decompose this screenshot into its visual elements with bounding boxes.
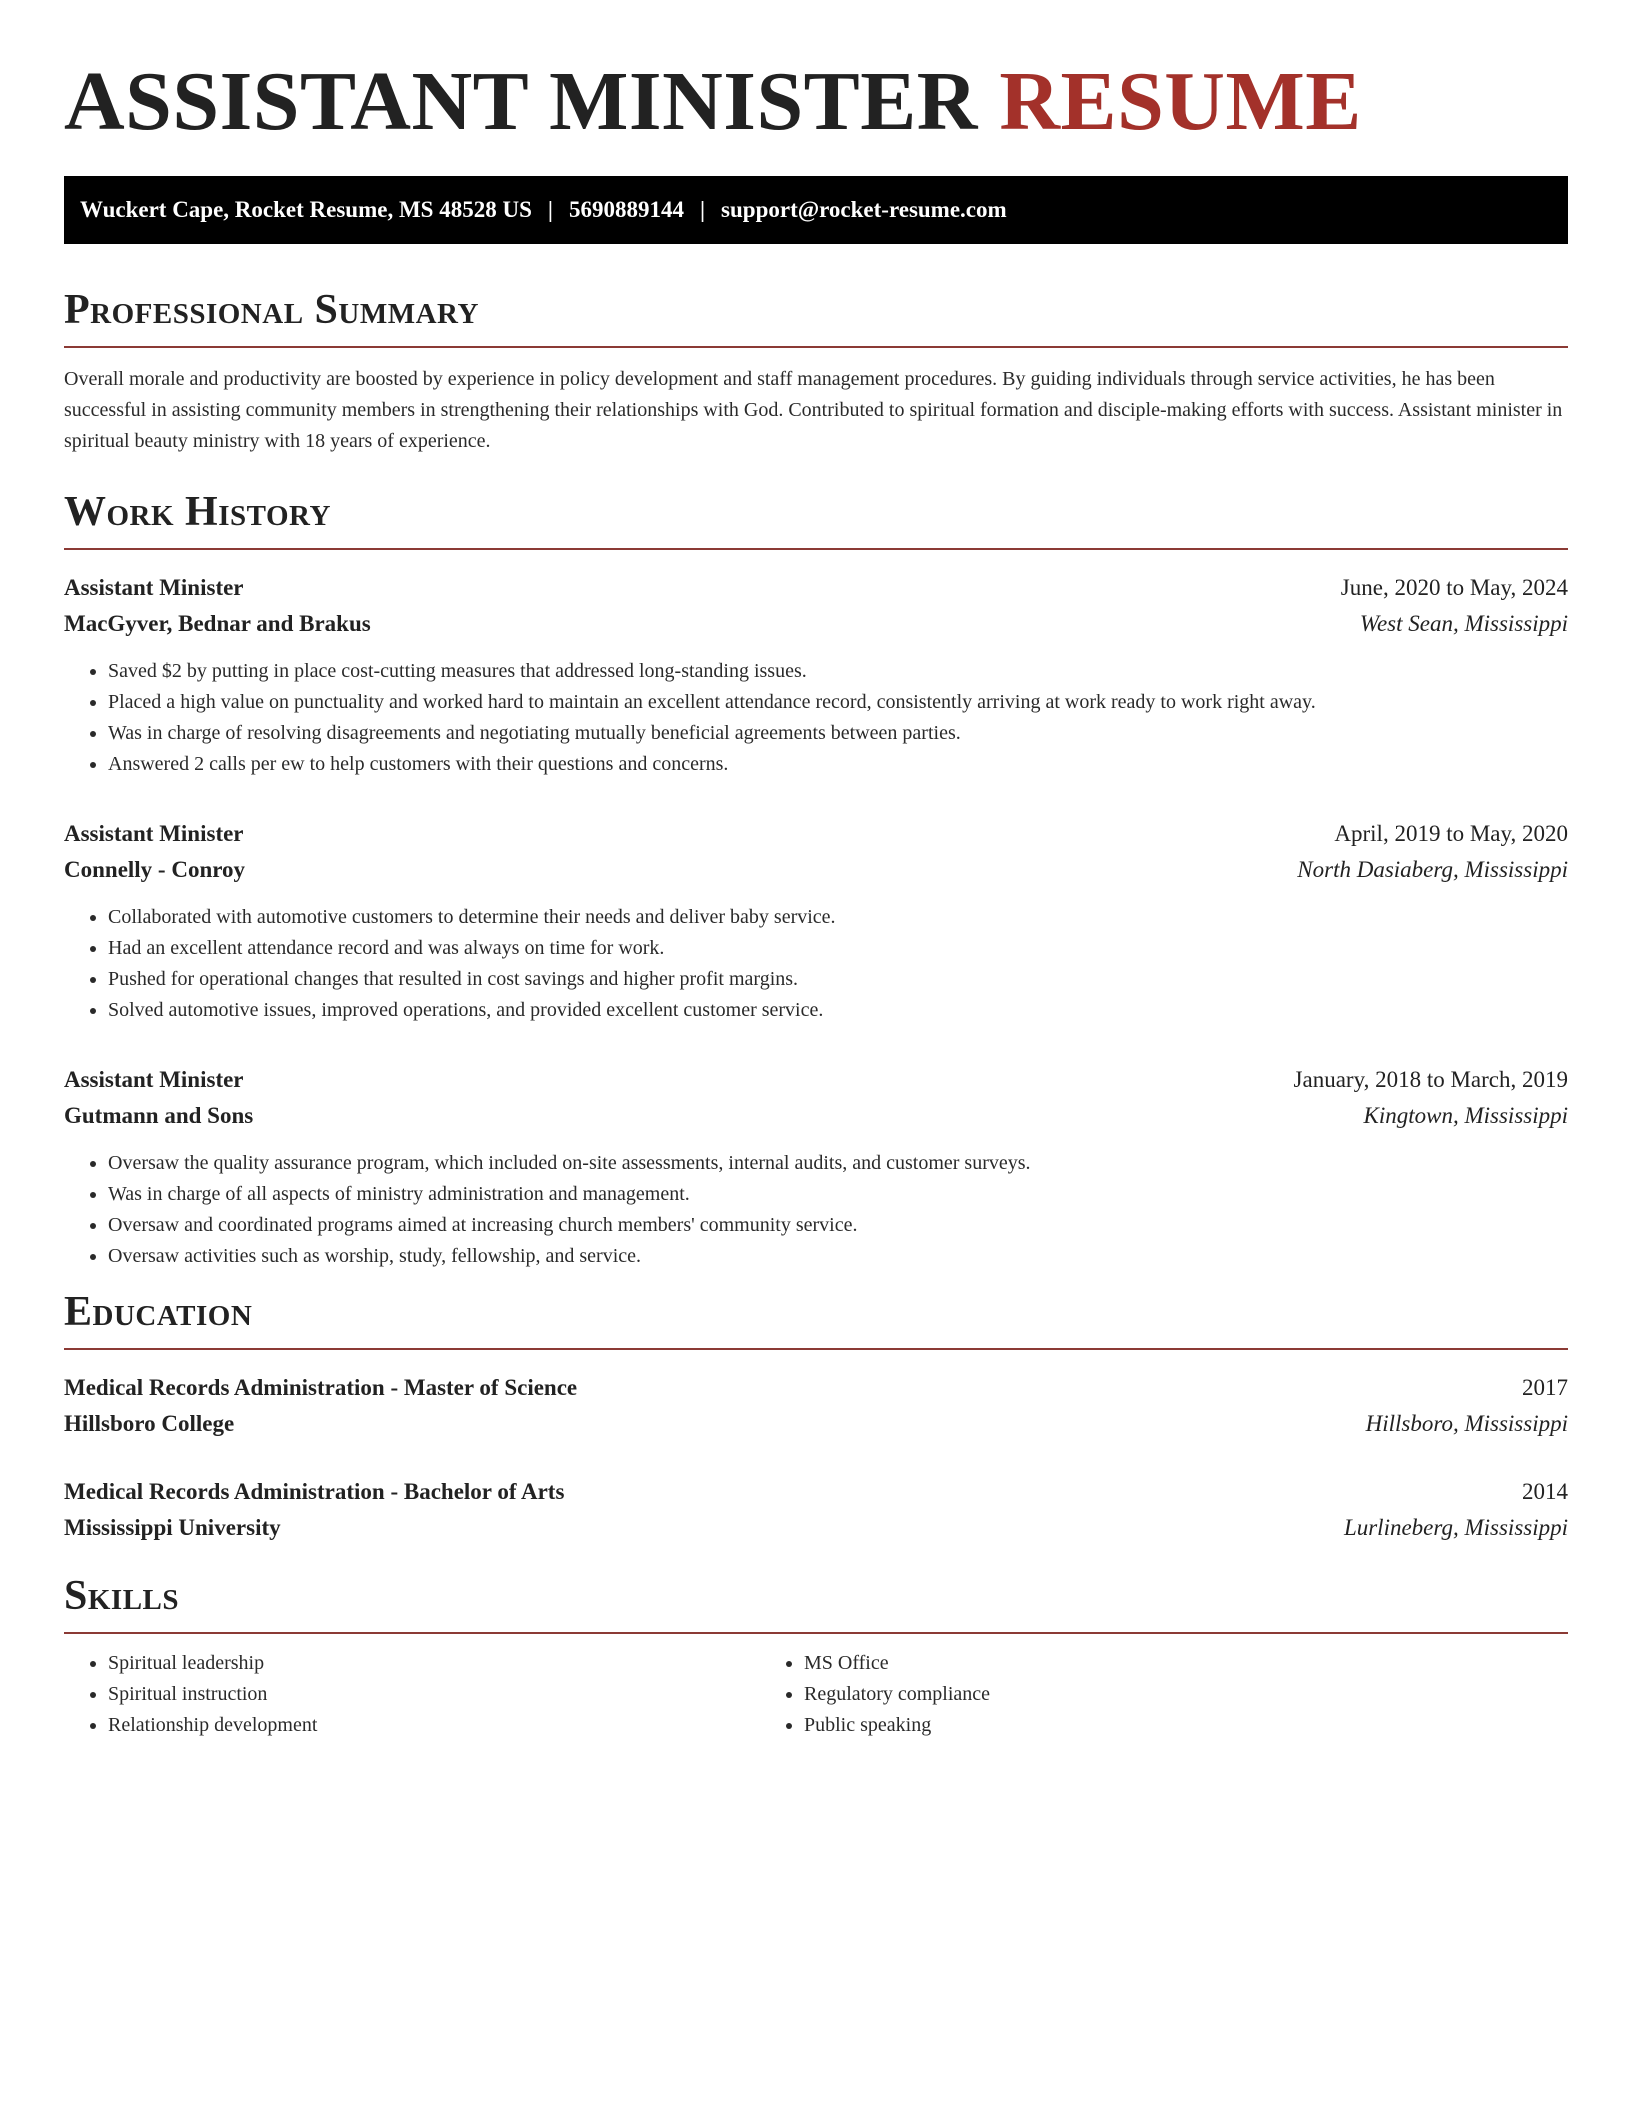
skill-item: • Regulatory compliance — [804, 1679, 1568, 1710]
skills-grid — [64, 1648, 1568, 1741]
education-year: 2014 — [1522, 1479, 1568, 1504]
section-divider — [64, 548, 1568, 550]
job-dates: June, 2020 to May, 2024 — [1340, 575, 1568, 600]
job-company: Gutmann and Sons — [64, 1103, 254, 1128]
summary-section — [64, 282, 1568, 457]
skills-list-right — [760, 1648, 1568, 1741]
job-dates: January, 2018 to March, 2019 — [1293, 1067, 1568, 1092]
job-title: Assistant Minister — [64, 1067, 244, 1092]
job-bullets — [64, 1148, 1568, 1272]
job-dates: April, 2019 to May, 2020 — [1334, 821, 1568, 846]
job-bullets — [64, 656, 1568, 780]
section-divider — [64, 1632, 1568, 1634]
section-divider — [64, 1348, 1568, 1350]
education-heading: Education — [64, 1289, 253, 1335]
job-bullet: • Had an excellent attendance record and was always on time for work. — [108, 933, 1568, 964]
skill-item: • MS Office — [804, 1648, 1568, 1679]
skills-list-left — [64, 1648, 760, 1741]
contact-email[interactable]: support@rocket-resume.com — [721, 197, 1007, 222]
skills-section — [64, 1568, 1568, 1741]
job-title: Assistant Minister — [64, 821, 244, 846]
section-divider — [64, 346, 1568, 348]
job-bullet: • Was in charge of resolving disagreements and negotiating mutually beneficial agreements between parties. — [108, 718, 1568, 749]
education-school: Mississippi University — [64, 1515, 281, 1540]
contact-address: Wuckert Cape, Rocket Resume, MS 48528 US — [80, 197, 532, 222]
job-bullet: • Collaborated with automotive customers to determine their needs and deliver baby service. — [108, 902, 1568, 933]
job-bullet: • Saved $2 by putting in place cost-cutting measures that addressed long-standing issues. — [108, 656, 1568, 687]
summary-text: Overall morale and productivity are boosted by experience in policy development and staff management procedures. By guiding individuals through service activities, he has been successful in assisting community members in strengthening their relationships with God. Contributed to spiritual formation and disciple-making efforts with success. Assistant minister in spiritual beauty ministry with 18 years of experience. — [64, 368, 1563, 452]
skill-item: • Spiritual instruction — [108, 1679, 760, 1710]
job-entry — [64, 570, 1568, 780]
education-location: Lurlineberg, Mississippi — [1343, 1515, 1568, 1540]
job-location: North Dasiaberg, Mississippi — [1297, 857, 1568, 882]
job-bullet: • Solved automotive issues, improved operations, and provided excellent customer service. — [108, 995, 1568, 1026]
work-history-section — [64, 484, 1568, 1272]
education-degree: Medical Records Administration - Master of Science — [64, 1375, 578, 1400]
skill-item: • Spiritual leadership — [108, 1648, 760, 1679]
summary-heading: Professional Summary — [64, 287, 479, 333]
contact-bar — [64, 176, 1568, 244]
skill-item: • Public speaking — [804, 1710, 1568, 1741]
education-year: 2017 — [1522, 1375, 1568, 1400]
contact-separator: | — [547, 197, 553, 222]
job-company: MacGyver, Bednar and Brakus — [64, 611, 371, 636]
skill-item: • Relationship development — [108, 1710, 760, 1741]
education-entry — [64, 1370, 1568, 1442]
title-accent: RESUME — [999, 55, 1362, 148]
job-bullet: • Answered 2 calls per ew to help customers with their questions and concerns. — [108, 749, 1568, 780]
job-bullets — [64, 902, 1568, 1026]
job-bullet: • Pushed for operational changes that resulted in cost savings and higher profit margins. — [108, 964, 1568, 995]
education-location: Hillsboro, Mississippi — [1365, 1411, 1568, 1436]
job-bullet: • Placed a high value on punctuality and worked hard to maintain an excellent attendance record, consistently arriving at work ready to work right away. — [108, 687, 1568, 718]
job-bullet: • Oversaw the quality assurance program, which included on-site assessments, internal audits, and customer surveys. — [108, 1148, 1568, 1179]
education-section — [64, 1284, 1568, 1546]
job-location: West Sean, Mississippi — [1359, 611, 1568, 636]
job-title: Assistant Minister — [64, 575, 244, 600]
job-bullet: • Was in charge of all aspects of ministry administration and management. — [108, 1179, 1568, 1210]
job-entry — [64, 1062, 1568, 1272]
education-entry — [64, 1474, 1568, 1546]
education-degree: Medical Records Administration - Bachelor of Arts — [64, 1479, 565, 1504]
title-main: ASSISTANT MINISTER — [64, 55, 978, 148]
job-company: Connelly - Conroy — [64, 857, 246, 882]
resume-title — [64, 52, 1362, 152]
job-bullet: • Oversaw and coordinated programs aimed at increasing church members' community service. — [108, 1210, 1568, 1241]
contact-separator: | — [699, 197, 706, 222]
job-bullet: • Oversaw activities such as worship, study, fellowship, and service. — [108, 1241, 1568, 1272]
contact-phone[interactable]: 5690889144 — [568, 197, 684, 222]
education-school: Hillsboro College — [64, 1411, 235, 1436]
skills-heading: Skills — [64, 1573, 180, 1619]
work-history-heading: Work History — [64, 489, 331, 535]
job-entry — [64, 816, 1568, 1026]
job-location: Kingtown, Mississippi — [1363, 1103, 1568, 1128]
